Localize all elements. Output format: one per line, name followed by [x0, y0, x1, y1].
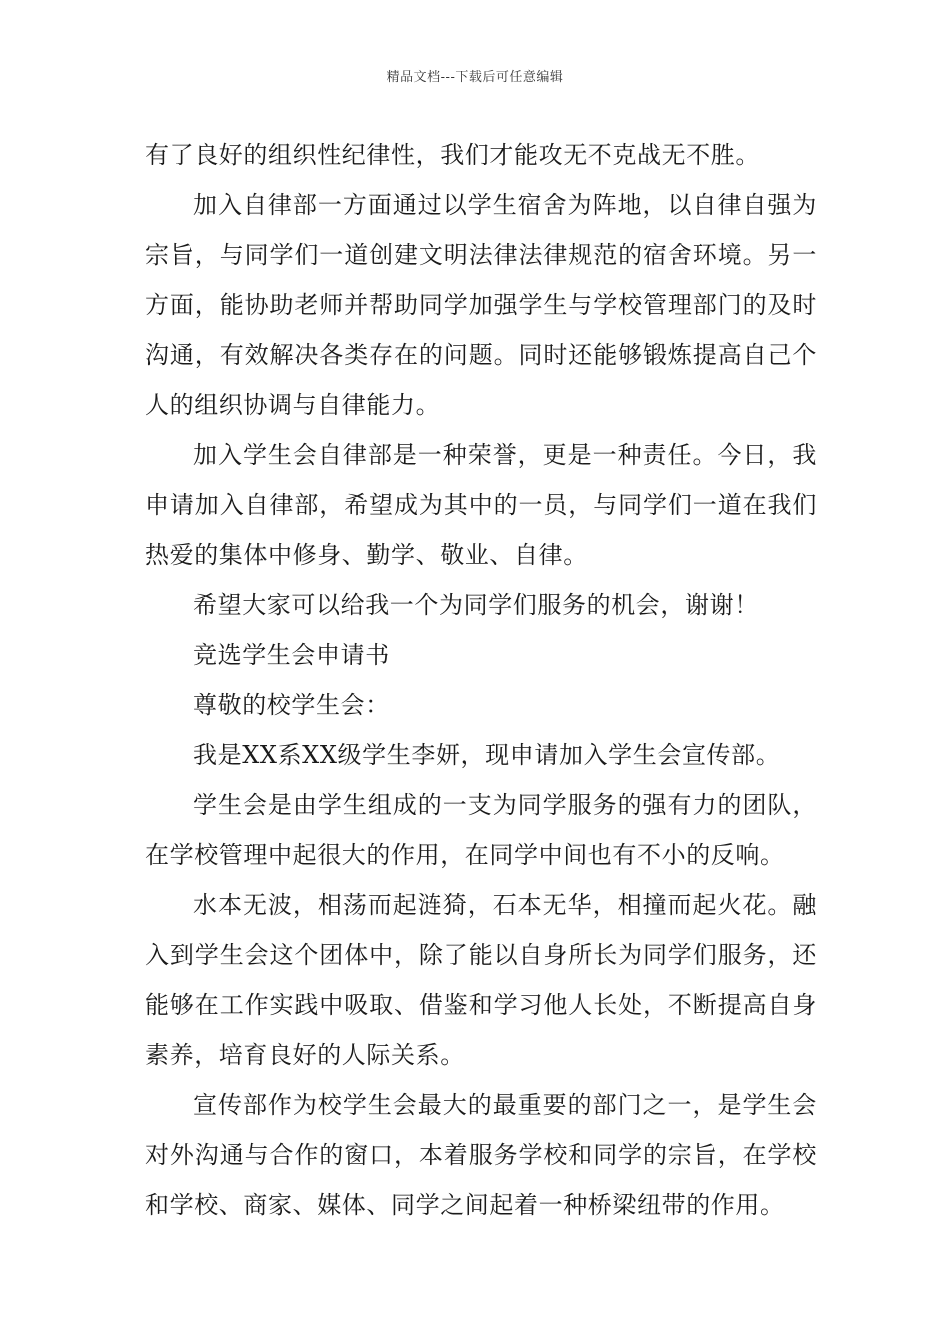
paragraph-2: 加入自律部一方面通过以学生宿舍为阵地，以自律自强为宗旨，与同学们一道创建文明法律法律规范的宿舍环境。另一方面，能协助老师并帮助同学加强学生与学校管理部门的及时沟通，有效解决各类存在的问题。同时还能够锻炼提高自己个人的组织协调与自律能力。 [145, 191, 817, 419]
paragraph-9: 水本无波，相荡而起涟猗，石本无华，相撞而起火花。融入到学生会这个团体中，除了能以自身所长为同学们服务，还能够在工作实践中吸取、借鉴和学习他人长处，不断提高自身素养，培育良好的人际关系。 [145, 891, 817, 1069]
salutation: 尊敬的校学生会： [193, 691, 390, 719]
paragraph-1: 有了良好的组织性纪律性，我们才能攻无不克战无不胜。 [145, 141, 760, 169]
paragraph-7: 我是XX系XX级学生李妍，现申请加入学生会宣传部。 [193, 741, 781, 769]
page-header: 精品文档---下载后可任意编辑 [386, 70, 564, 85]
paragraph-10: 宣传部作为校学生会最大的最重要的部门之一，是学生会对外沟通与合作的窗口，本着服务学校和同学的宗旨，在学校和学校、商家、媒体、同学之间起着一种桥梁纽带的作用。 [145, 1091, 817, 1219]
section-title: 竞选学生会申请书 [193, 641, 390, 669]
paragraph-8: 学生会是由学生组成的一支为同学服务的强有力的团队，在学校管理中起很大的作用，在同学中间也有不小的反响。 [145, 791, 817, 869]
paragraph-3: 加入学生会自律部是一种荣誉，更是一种责任。今日，我申请加入自律部，希望成为其中的一员，与同学们一道在我们热爱的集体中修身、勤学、敬业、自律。 [145, 441, 817, 569]
document-body [145, 130, 817, 1230]
paragraph-4: 希望大家可以给我一个为同学们服务的机会，谢谢！ [193, 591, 759, 619]
